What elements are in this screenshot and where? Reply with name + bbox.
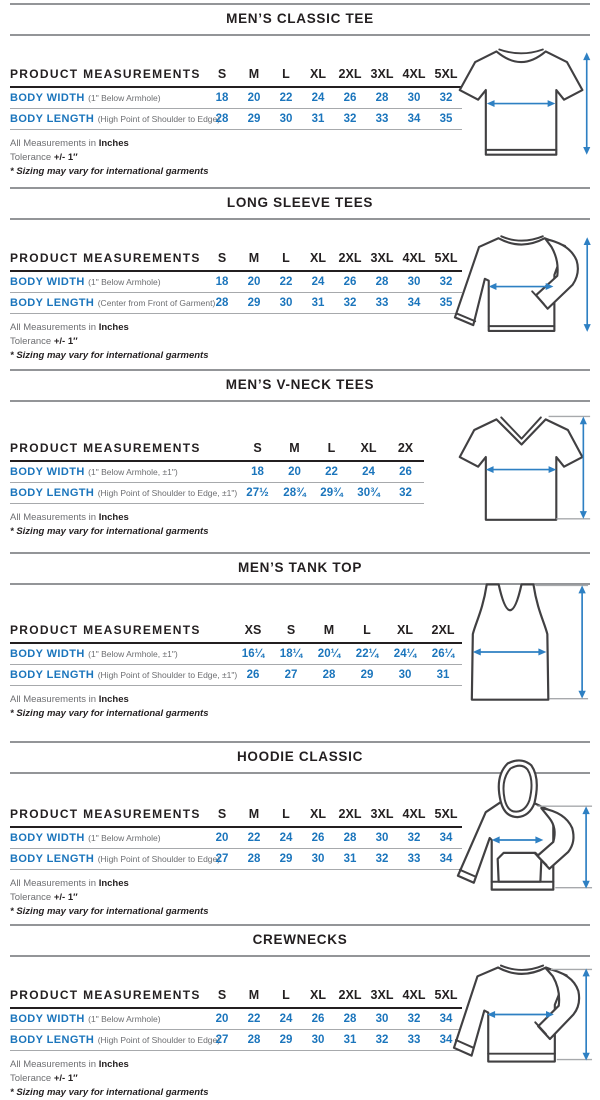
measurement-value: 24 <box>270 827 302 849</box>
row-note: (High Point of Shoulder to Edge, ±1") <box>97 488 238 498</box>
measurement-value: 31 <box>334 1030 366 1051</box>
row-label-cell <box>10 293 216 314</box>
measurement-value: 18 <box>206 87 238 109</box>
measurement-value: 32 <box>366 849 398 870</box>
note-units-bold: Inches <box>98 512 129 523</box>
section-title: LONG SLEEVE TEES <box>226 195 374 210</box>
measurement-value: 32 <box>398 1008 430 1030</box>
measurement-value: 26 <box>334 87 366 109</box>
size-header-row <box>10 986 462 1008</box>
measurement-value: 16¼ <box>234 643 272 665</box>
measurement-value: 22 <box>270 87 302 109</box>
row-label-cell <box>10 643 234 665</box>
measurement-value: 20¼ <box>310 643 348 665</box>
measurement-rows <box>10 461 424 504</box>
size-column-header: 4XL <box>398 986 430 1008</box>
row-label-cell <box>10 849 221 870</box>
measurement-rows <box>10 271 462 314</box>
garment-illustration <box>446 217 600 357</box>
size-column-header: L <box>313 439 350 461</box>
measurement-value: 33 <box>398 849 430 870</box>
note-tolerance-bold: +/- 1″ <box>53 1073 78 1084</box>
size-chart-section <box>0 924 600 1098</box>
table-row <box>10 293 462 314</box>
table-header-label: PRODUCT MEASUREMENTS <box>10 805 206 827</box>
measurement-value: 26 <box>234 665 272 686</box>
measurement-value: 30¾ <box>350 483 387 504</box>
table-header-label: PRODUCT MEASUREMENTS <box>10 986 206 1008</box>
size-column-header: L <box>270 249 302 271</box>
measurement-value: 24 <box>302 87 334 109</box>
row-label: BODY WIDTH <box>10 466 89 478</box>
table-row <box>10 827 462 849</box>
measurement-value: 34 <box>398 109 430 130</box>
measurement-value: 28 <box>206 293 238 314</box>
row-label-cell <box>10 483 239 504</box>
measurement-value: 34 <box>430 1008 462 1030</box>
measurements-table <box>10 805 462 870</box>
measurement-value: 20 <box>238 87 270 109</box>
note-sizing: * Sizing may vary for international garments <box>10 1087 209 1098</box>
size-column-header: L <box>270 65 302 87</box>
size-column-header: 3XL <box>366 805 398 827</box>
garment-illustration <box>446 944 600 1086</box>
size-column-header: M <box>238 986 270 1008</box>
measurement-rows <box>10 643 462 686</box>
measurements-table <box>10 439 424 504</box>
measurement-value: 18¼ <box>272 643 310 665</box>
measurement-value: 31 <box>334 849 366 870</box>
measurement-rows <box>10 87 462 130</box>
measurement-value: 30 <box>386 665 424 686</box>
size-header-row <box>10 805 462 827</box>
row-label: BODY LENGTH <box>10 853 98 865</box>
measurement-value: 34 <box>398 293 430 314</box>
measurement-value: 22 <box>238 827 270 849</box>
measurement-value: 28 <box>310 665 348 686</box>
measurement-value: 30 <box>398 87 430 109</box>
section-title: MEN’S CLASSIC TEE <box>226 11 374 26</box>
note-tolerance-bold: +/- 1″ <box>53 336 78 347</box>
tank-top-icon <box>446 569 600 727</box>
measurements-table <box>10 621 462 686</box>
note-tolerance-prefix: Tolerance <box>10 1073 54 1084</box>
table-row <box>10 483 424 504</box>
row-label: BODY LENGTH <box>10 297 98 309</box>
table-row <box>10 109 462 130</box>
measurements-table <box>10 249 462 314</box>
note-units-bold: Inches <box>98 878 129 889</box>
measurement-value: 28 <box>334 1008 366 1030</box>
size-chart-section <box>0 741 600 921</box>
measurement-value: 33 <box>366 293 398 314</box>
section-title: MEN’S V-NECK TEES <box>225 377 375 392</box>
size-column-header: M <box>238 65 270 87</box>
size-column-header: XL <box>302 65 334 87</box>
table-header-label: PRODUCT MEASUREMENTS <box>10 249 206 271</box>
measurement-value: 29¾ <box>313 483 350 504</box>
size-column-header: 2XL <box>334 986 366 1008</box>
note-units-bold: Inches <box>98 694 129 705</box>
table-row <box>10 849 462 870</box>
measurement-value: 30 <box>398 271 430 293</box>
size-header-row <box>10 439 424 461</box>
size-column-header: 4XL <box>398 65 430 87</box>
size-column-header: S <box>206 986 238 1008</box>
size-column-header: 2XL <box>424 621 462 643</box>
measurement-value: 22 <box>313 461 350 483</box>
measurement-value: 28¾ <box>276 483 313 504</box>
measurement-value: 24 <box>302 271 334 293</box>
row-label: BODY WIDTH <box>10 276 89 288</box>
size-column-header: 2XL <box>334 249 366 271</box>
measurement-value: 28 <box>334 827 366 849</box>
row-note: (1" Below Armhole, ±1") <box>88 467 178 477</box>
table-row <box>10 1008 462 1030</box>
size-column-header: M <box>310 621 348 643</box>
note-units-bold: Inches <box>98 1059 129 1070</box>
measurement-value: 32 <box>366 1030 398 1051</box>
size-column-header: XS <box>234 621 272 643</box>
size-column-header: 4XL <box>398 805 430 827</box>
row-label-cell <box>10 109 221 130</box>
measurement-value: 34 <box>430 849 462 870</box>
measurement-value: 28 <box>366 271 398 293</box>
measurement-value: 26 <box>302 1008 334 1030</box>
size-column-header: M <box>238 249 270 271</box>
measurement-rows <box>10 827 462 870</box>
size-chart-page <box>0 3 600 1098</box>
measurement-value: 35 <box>430 109 462 130</box>
section-title-bar <box>10 3 590 36</box>
size-column-header: XL <box>302 986 334 1008</box>
section-title: MEN’S TANK TOP <box>237 560 363 575</box>
measurement-value: 26¼ <box>424 643 462 665</box>
note-tolerance-bold: +/- 1″ <box>53 892 78 903</box>
measurement-value: 30 <box>270 293 302 314</box>
measurement-value: 29 <box>238 293 270 314</box>
measurement-value: 30 <box>302 849 334 870</box>
row-label: BODY LENGTH <box>10 1034 98 1046</box>
table-row <box>10 271 462 293</box>
measurement-value: 33 <box>398 1030 430 1051</box>
measurement-value: 31 <box>302 293 334 314</box>
section-title: HOODIE CLASSIC <box>236 749 364 764</box>
note-units-prefix: All Measurements in <box>10 322 99 333</box>
measurement-value: 26 <box>387 461 424 483</box>
garment-illustration <box>446 402 600 542</box>
measurement-value: 28 <box>366 87 398 109</box>
size-column-header: 5XL <box>430 65 462 87</box>
note-tolerance-prefix: Tolerance <box>10 152 54 163</box>
size-column-header: L <box>270 986 302 1008</box>
note-units-prefix: All Measurements in <box>10 1059 99 1070</box>
measurement-value: 35 <box>430 293 462 314</box>
section-title: CREWNECKS <box>252 932 348 947</box>
note-units-bold: Inches <box>98 138 129 149</box>
measurement-value: 29 <box>270 849 302 870</box>
measurement-value: 27 <box>206 849 238 870</box>
size-column-header: 3XL <box>366 249 398 271</box>
table-header-label: PRODUCT MEASUREMENTS <box>10 65 206 87</box>
crewneck-icon <box>446 944 600 1086</box>
size-column-header: S <box>272 621 310 643</box>
row-label: BODY WIDTH <box>10 1013 89 1025</box>
size-column-header: XL <box>350 439 387 461</box>
note-tolerance-prefix: Tolerance <box>10 892 54 903</box>
note-sizing: * Sizing may vary for international garments <box>10 708 209 719</box>
measurement-value: 28 <box>238 849 270 870</box>
size-column-header: L <box>348 621 386 643</box>
measurements-table <box>10 986 462 1051</box>
measurement-value: 18 <box>239 461 276 483</box>
note-units-prefix: All Measurements in <box>10 138 99 149</box>
size-chart-section <box>0 552 600 738</box>
measurement-value: 24¼ <box>386 643 424 665</box>
size-header-row <box>10 621 462 643</box>
size-column-header: S <box>206 249 238 271</box>
table-row <box>10 643 462 665</box>
measurement-value: 31 <box>302 109 334 130</box>
row-note: (High Point of Shoulder to Edge) <box>97 1035 221 1045</box>
size-column-header: XL <box>386 621 424 643</box>
table-row <box>10 1030 462 1051</box>
measurement-value: 32 <box>398 827 430 849</box>
row-note: (1" Below Armhole) <box>88 93 161 103</box>
measurement-value: 24 <box>350 461 387 483</box>
row-label-cell <box>10 271 206 293</box>
note-units-prefix: All Measurements in <box>10 512 99 523</box>
row-label-cell <box>10 827 206 849</box>
note-sizing: * Sizing may vary for international garments <box>10 906 209 917</box>
garment-illustration <box>446 569 600 727</box>
measurement-value: 30 <box>366 1008 398 1030</box>
measurement-value: 30 <box>302 1030 334 1051</box>
row-label: BODY WIDTH <box>10 832 89 844</box>
row-label: BODY LENGTH <box>10 487 98 499</box>
row-note: (High Point of Shoulder to Edge, ±1") <box>97 670 238 680</box>
size-chart-section <box>0 369 600 549</box>
row-note: (1" Below Armhole) <box>88 833 161 843</box>
measurement-value: 22 <box>270 271 302 293</box>
row-label: BODY WIDTH <box>10 92 89 104</box>
row-note: (1" Below Armhole, ±1") <box>88 649 178 659</box>
measurement-value: 34 <box>430 827 462 849</box>
note-units-prefix: All Measurements in <box>10 694 99 705</box>
measurement-value: 34 <box>430 1030 462 1051</box>
classic-tee-icon <box>446 35 600 175</box>
note-sizing: * Sizing may vary for international garments <box>10 526 209 537</box>
measurement-value: 29 <box>348 665 386 686</box>
measurement-value: 22 <box>238 1008 270 1030</box>
measurement-value: 30 <box>366 827 398 849</box>
note-units-prefix: All Measurements in <box>10 878 99 889</box>
row-label-cell <box>10 461 239 483</box>
table-row <box>10 461 424 483</box>
measurement-value: 27½ <box>239 483 276 504</box>
measurement-value: 32 <box>334 293 366 314</box>
measurement-value: 32 <box>430 271 462 293</box>
measurement-value: 28 <box>206 109 238 130</box>
measurement-value: 26 <box>302 827 334 849</box>
size-column-header: 5XL <box>430 805 462 827</box>
note-units-bold: Inches <box>98 322 129 333</box>
measurement-value: 29 <box>270 1030 302 1051</box>
size-column-header: S <box>206 65 238 87</box>
size-column-header: L <box>270 805 302 827</box>
measurements-table <box>10 65 462 130</box>
measurement-value: 32 <box>334 109 366 130</box>
measurement-value: 18 <box>206 271 238 293</box>
measurement-value: 27 <box>272 665 310 686</box>
size-column-header: XL <box>302 805 334 827</box>
table-row <box>10 87 462 109</box>
table-row <box>10 665 462 686</box>
row-label: BODY WIDTH <box>10 648 89 660</box>
measurement-value: 31 <box>424 665 462 686</box>
table-header-label: PRODUCT MEASUREMENTS <box>10 439 239 461</box>
size-chart-section <box>0 3 600 184</box>
size-column-header: 3XL <box>366 65 398 87</box>
garment-illustration <box>446 35 600 175</box>
measurement-rows <box>10 1008 462 1051</box>
size-column-header: M <box>238 805 270 827</box>
measurement-value: 29 <box>238 109 270 130</box>
size-column-header: 4XL <box>398 249 430 271</box>
row-note: (Center from Front of Garment) <box>97 298 216 308</box>
measurement-value: 26 <box>334 271 366 293</box>
row-note: (1" Below Armhole) <box>88 1014 161 1024</box>
row-label: BODY LENGTH <box>10 113 98 125</box>
measurement-value: 24 <box>270 1008 302 1030</box>
measurement-value: 22¼ <box>348 643 386 665</box>
measurement-value: 32 <box>387 483 424 504</box>
size-column-header: M <box>276 439 313 461</box>
row-label-cell <box>10 1008 206 1030</box>
row-label-cell <box>10 665 238 686</box>
measurement-value: 27 <box>206 1030 238 1051</box>
garment-illustration <box>446 754 600 918</box>
size-header-row <box>10 249 462 271</box>
note-tolerance-prefix: Tolerance <box>10 336 54 347</box>
note-sizing: * Sizing may vary for international garments <box>10 166 209 177</box>
row-label: BODY LENGTH <box>10 669 98 681</box>
size-header-row <box>10 65 462 87</box>
measurement-value: 20 <box>206 827 238 849</box>
table-header-label: PRODUCT MEASUREMENTS <box>10 621 234 643</box>
row-label-cell <box>10 87 206 109</box>
measurement-value: 20 <box>276 461 313 483</box>
size-column-header: 2X <box>387 439 424 461</box>
section-title-bar <box>10 369 590 402</box>
size-chart-section <box>0 187 600 366</box>
measurement-value: 32 <box>430 87 462 109</box>
measurement-value: 33 <box>366 109 398 130</box>
size-column-header: S <box>239 439 276 461</box>
long-sleeve-tee-icon <box>446 217 600 357</box>
measurement-value: 20 <box>206 1008 238 1030</box>
size-column-header: S <box>206 805 238 827</box>
row-note: (1" Below Armhole) <box>88 277 161 287</box>
row-note: (High Point of Shoulder to Edge) <box>97 854 221 864</box>
note-sizing: * Sizing may vary for international garments <box>10 350 209 361</box>
v-neck-tee-icon <box>446 402 600 542</box>
size-column-header: 2XL <box>334 65 366 87</box>
size-column-header: 3XL <box>366 986 398 1008</box>
measurement-value: 28 <box>238 1030 270 1051</box>
measurement-value: 30 <box>270 109 302 130</box>
hoodie-icon <box>446 754 600 918</box>
row-label-cell <box>10 1030 221 1051</box>
size-column-header: 2XL <box>334 805 366 827</box>
measurement-value: 20 <box>238 271 270 293</box>
size-column-header: 5XL <box>430 249 462 271</box>
size-column-header: XL <box>302 249 334 271</box>
row-note: (High Point of Shoulder to Edge) <box>97 114 221 124</box>
size-column-header: 5XL <box>430 986 462 1008</box>
section-title-bar <box>10 187 590 220</box>
note-tolerance-bold: +/- 1″ <box>53 152 78 163</box>
